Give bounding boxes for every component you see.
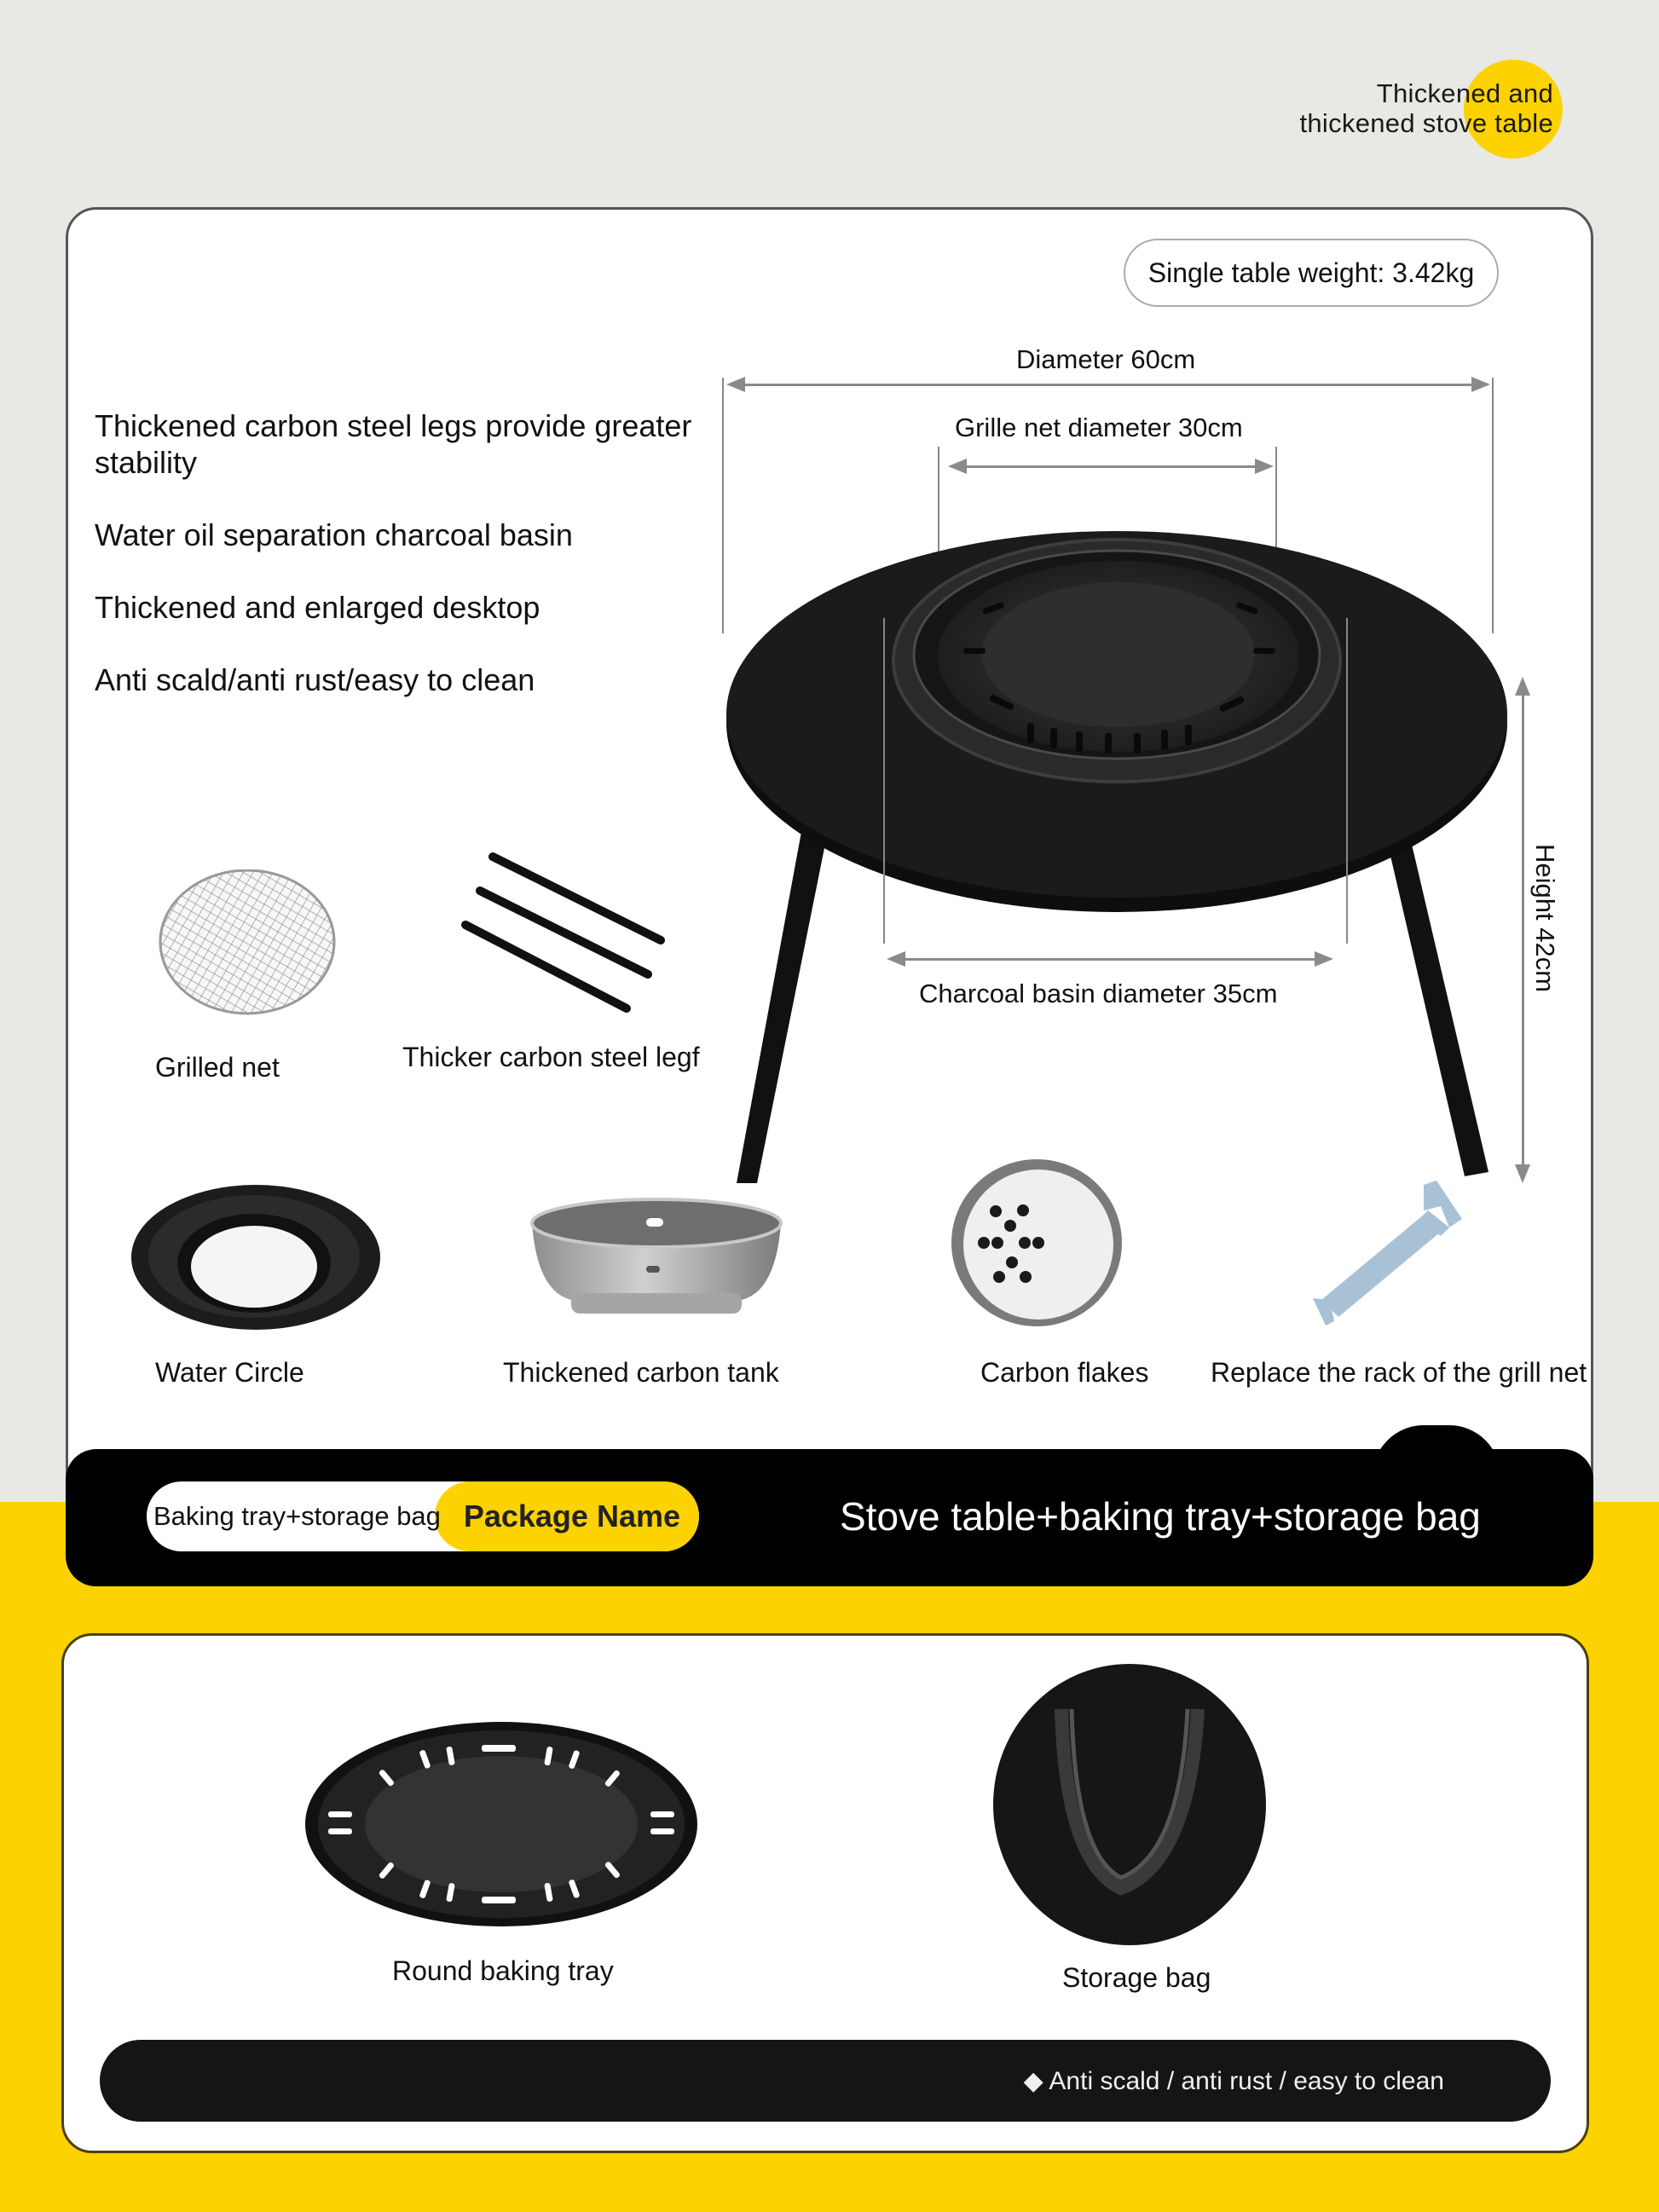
grille-diameter-label: Grille net diameter 30cm [955, 413, 1243, 442]
accessory-label: Water Circle [155, 1357, 304, 1388]
arrow-left-icon [887, 951, 905, 967]
diameter-arrow [731, 384, 1485, 386]
arrow-right-icon [1255, 459, 1274, 474]
charcoal-basin-arrow [892, 958, 1328, 961]
arrow-up-icon [1515, 677, 1530, 696]
accessory-label: Thickened carbon tank [503, 1357, 779, 1388]
arrow-right-icon [1471, 377, 1490, 392]
tagline-text: ◆ Anti scald / anti rust / easy to clean [1023, 2066, 1444, 2095]
arrow-left-icon [948, 459, 967, 474]
feature-item: Water oil separation charcoal basin [95, 517, 573, 552]
package-value: Stove table+baking tray+storage bag [840, 1494, 1481, 1539]
accessory-label: Thicker carbon steel legf [402, 1042, 700, 1072]
carbon-flakes-icon [946, 1158, 1130, 1328]
accessory-label: Grilled net [155, 1052, 280, 1083]
package-name-label: Package Name [463, 1499, 680, 1533]
height-label: Height 42cm [1530, 844, 1560, 993]
feature-item: Anti scald/anti rust/easy to clean [95, 662, 535, 697]
storage-bag-icon [993, 1658, 1275, 1948]
header-title [1299, 78, 1553, 138]
water-circle-icon [126, 1176, 390, 1338]
height-arrow [1522, 682, 1524, 1178]
weight-badge: Single table weight: 3.42kg [1124, 239, 1499, 307]
charcoal-basin-label: Charcoal basin diameter 35cm [919, 979, 1278, 1008]
package-item-label: Storage bag [1062, 1962, 1211, 1993]
arrow-left-icon [726, 377, 745, 392]
grille-arrow [953, 465, 1269, 468]
feature-list [95, 407, 725, 734]
baking-tray-icon [303, 1718, 703, 1931]
package-option-label: Baking tray+storage bag [153, 1501, 441, 1531]
feature-item: Thickened and enlarged desktop [95, 590, 540, 625]
stove-table-image [708, 494, 1526, 1193]
rack-tool-icon [1313, 1172, 1526, 1343]
package-option-pill[interactable] [147, 1481, 699, 1551]
carbon-tank-icon [520, 1198, 793, 1325]
header-title-line1: Thickened and [1376, 78, 1553, 108]
diameter-label: Diameter 60cm [1016, 344, 1196, 374]
feature-item: Thickened carbon steel legs provide greater stability [95, 408, 692, 480]
package-item-label: Round baking tray [392, 1955, 614, 1986]
accessory-label: Carbon flakes [980, 1357, 1149, 1388]
tagline-bar [100, 2040, 1551, 2122]
header-title-line2: thickened stove table [1299, 108, 1553, 138]
accessory-label: Replace the rack of the grill net [1211, 1357, 1587, 1388]
grill-net-icon [136, 869, 358, 1023]
arrow-right-icon [1315, 951, 1333, 967]
steel-legs-icon [435, 844, 682, 1023]
